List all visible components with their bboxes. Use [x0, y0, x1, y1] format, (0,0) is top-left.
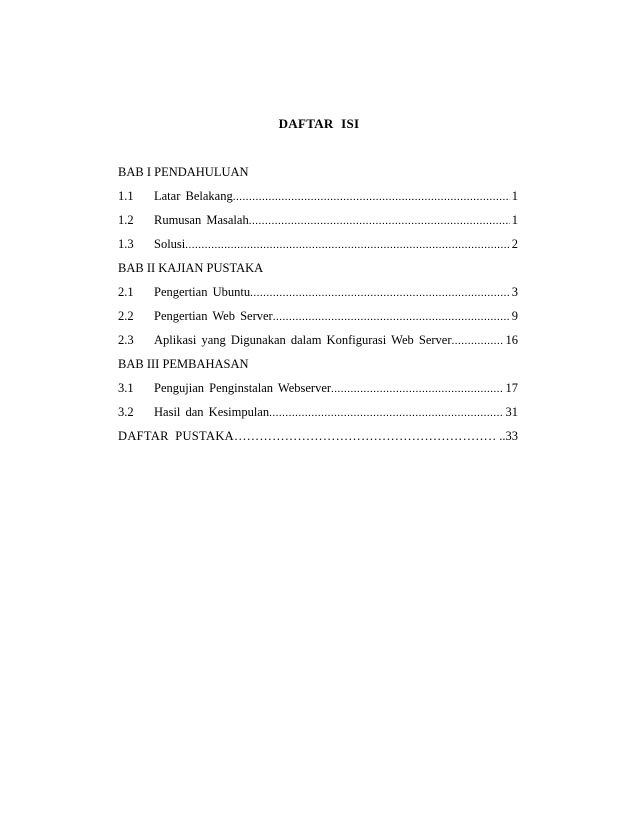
- entry-number: 3.2: [118, 405, 134, 419]
- entry-page: 16: [505, 333, 518, 347]
- chapter-heading: BAB I PENDAHULUAN: [118, 165, 249, 179]
- toc-entry: [118, 328, 518, 352]
- entry-page: 3: [511, 285, 518, 299]
- entry-label: Pengertian Ubuntu: [154, 285, 251, 299]
- entry-label: Aplikasi yang Digunakan dalam Konfigurasi Web Server: [154, 333, 452, 347]
- entry-page: 17: [505, 381, 518, 395]
- entry-label: Pengujian Penginstalan Webserver: [154, 381, 332, 395]
- toc-entry: [118, 184, 518, 208]
- entry-label: Pengertian Web Server: [154, 309, 273, 323]
- toc-entry: [118, 208, 518, 232]
- entry-number: 1.1: [118, 189, 134, 203]
- entry-number: 1.3: [118, 237, 134, 251]
- toc-entry: [118, 400, 518, 424]
- toc-entry: [118, 280, 518, 304]
- toc-entry: [118, 304, 518, 328]
- dot-leader: [452, 329, 504, 353]
- entry-page: 9: [511, 309, 518, 323]
- dot-leader: [234, 424, 497, 448]
- dot-leader: [269, 401, 503, 425]
- entry-number: 2.3: [118, 333, 134, 347]
- bibliography-label: DAFTAR PUSTAKA: [118, 429, 234, 443]
- chapter-heading: BAB II KAJIAN PUSTAKA: [118, 261, 264, 275]
- dot-leader: [250, 281, 510, 305]
- entry-number: 2.2: [118, 309, 134, 323]
- dot-leader: [185, 233, 509, 257]
- entry-label: Rumusan Masalah: [154, 213, 249, 227]
- entry-number: 2.1: [118, 285, 134, 299]
- dot-leader: [233, 185, 510, 209]
- entry-page: 1: [511, 213, 518, 227]
- entry-page: 2: [511, 237, 518, 251]
- entry-label: Hasil dan Kesimpulan: [154, 405, 270, 419]
- dot-leader: [273, 305, 510, 329]
- table-of-contents: [118, 160, 518, 448]
- entry-label: Latar Belakang: [154, 189, 233, 203]
- dot-leader: [249, 209, 510, 233]
- page-title: DAFTAR ISI: [278, 116, 360, 131]
- bibliography-page: ..33: [499, 429, 518, 443]
- toc-entry: [118, 232, 518, 256]
- toc-entry: [118, 376, 518, 400]
- chapter-heading: BAB III PEMBAHASAN: [118, 357, 249, 371]
- entry-label: Solusi: [154, 237, 186, 251]
- entry-page: 1: [511, 189, 518, 203]
- toc-entry-bibliography: [118, 424, 518, 448]
- entry-number: 1.2: [118, 213, 134, 227]
- entry-number: 3.1: [118, 381, 134, 395]
- dot-leader: [331, 377, 503, 401]
- entry-page: 31: [505, 405, 518, 419]
